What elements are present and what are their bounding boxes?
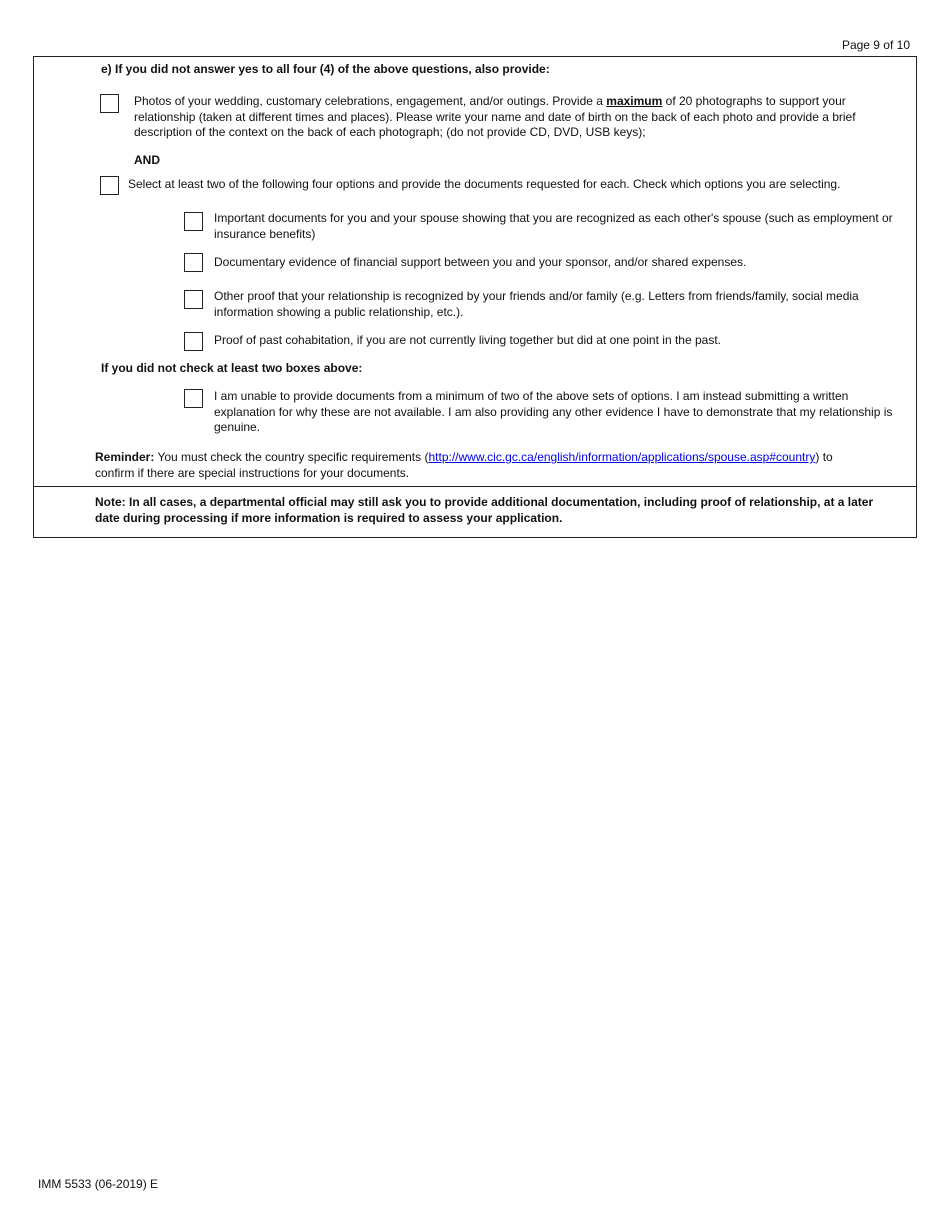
option-checkbox-financial-support[interactable] <box>184 253 203 272</box>
page-number: Page 9 of 10 <box>841 38 910 52</box>
and-label: AND <box>134 153 160 167</box>
form-code: IMM 5533 (06-2019) E <box>38 1177 159 1191</box>
section-e-heading: e) If you did not answer yes to all four (4) of the above questions, also provide: <box>101 62 550 76</box>
fallback-heading: If you did not check at least two boxes above: <box>101 361 363 375</box>
photos-text-end: of 20 photographs to support your relationship (taken at different times and places). Please write your name and date of birth on the back of each photo and provide a brief description of the context on the back of each photograph; (do not provide CD, DVD, USB keys); <box>134 94 856 139</box>
note: Note: In all cases, a departmental official may still ask you to provide additional documentation, including proof of relationship, at a later date during processing if more information is required to assess your application. <box>95 495 874 525</box>
maximum-emphasis: maximum <box>606 94 663 108</box>
fallback-checkbox[interactable] <box>184 389 203 408</box>
option-checkbox-spouse-recognition[interactable] <box>184 212 203 231</box>
photos-text <box>134 94 894 141</box>
reminder-text-end: ) to confirm if there are special instructions for your documents. <box>95 450 833 480</box>
divider <box>33 486 917 487</box>
option-checkbox-friends-family[interactable] <box>184 290 203 309</box>
fallback-text: I am unable to provide documents from a minimum of two of the above sets of options. I am instead submitting a written explanation for why these are not available. I am also providing any other evidence I have to demonstrate that my relationship is genuine. <box>214 389 893 434</box>
select-options-text: Select at least two of the following four options and provide the documents requested for each. Check which options you are selecting. <box>128 177 841 191</box>
option-checkbox-cohabitation[interactable] <box>184 332 203 351</box>
option-text: Proof of past cohabitation, if you are not currently living together but did at one point in the past. <box>214 333 721 347</box>
country-requirements-link[interactable]: http://www.cic.gc.ca/english/information/applications/spouse.asp#country <box>428 450 816 464</box>
photos-checkbox[interactable] <box>100 94 119 113</box>
select-options-checkbox[interactable] <box>100 176 119 195</box>
reminder-label: Reminder: <box>95 450 155 464</box>
option-text: Documentary evidence of financial support between you and your sponsor, and/or shared expenses. <box>214 255 747 269</box>
option-text: Other proof that your relationship is recognized by your friends and/or family (e.g. Letters from friends/family, social media information showing a public relationship, etc.). <box>214 289 859 319</box>
reminder <box>95 450 855 481</box>
photos-text-start: Photos of your wedding, customary celebrations, engagement, and/or outings. Provide a <box>134 94 607 108</box>
option-text: Important documents for you and your spouse showing that you are recognized as each other's spouse (such as employment or insurance benefits) <box>214 211 893 241</box>
reminder-text: You must check the country specific requirements ( <box>154 450 429 464</box>
